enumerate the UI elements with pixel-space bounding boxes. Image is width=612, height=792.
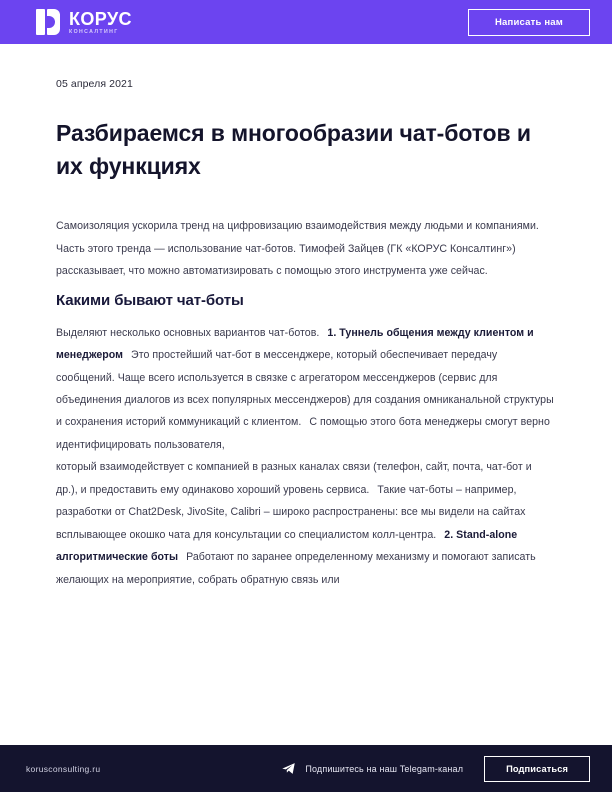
logo-subtitle: КОНСАЛТИНГ	[69, 28, 119, 35]
section-subheading: Какими бывают чат-боты	[56, 291, 244, 309]
page-title: Разбираемся в многообразии чат-ботов и их функциях	[56, 120, 531, 179]
item-1-text-c: который взаимодействует с компанией в разных каналах связи (телефон, сайт, почта, чат-бот и др.), и предоставить ему одинаково хороший уровень сервиса.	[56, 461, 532, 496]
item-2-label: 2. Stand-alone алгоритмические боты	[56, 528, 518, 564]
item-1-text-b: С помощью этого бота менеджеры смогут верно идентифицировать пользователя,	[56, 416, 550, 451]
item-2-text: Работают по заранее определенному механизму и помогают записать желающих на мероприятие, собрать обратную связь или	[56, 551, 536, 586]
article-container	[0, 44, 612, 591]
telegram-icon	[281, 761, 296, 776]
publish-date: 05 апреля 2021	[56, 78, 133, 90]
site-footer	[0, 745, 612, 792]
korus-logo-icon	[36, 9, 60, 35]
brand-logo[interactable]	[36, 9, 132, 35]
site-header	[0, 0, 612, 44]
telegram-label: Подпишитесь на наш Telegam-канал	[305, 763, 464, 774]
item-1-text-d: Такие чат-боты – например, разработки от Chat2Desk, JivoSite, Calibri – широко распространены: все мы видели на сайтах всплывающее окошко чата для консультации со специалистом колл-центра.	[56, 483, 526, 541]
section-paragraph	[56, 322, 556, 591]
footer-website-link[interactable]: korusconsulting.ru	[26, 763, 101, 774]
lead-paragraph: Самоизоляция ускорила тренд на цифровизацию взаимодействия между людьми и компаниями. Часть этого тренда — использование чат-ботов. Тимофей Зайцев (ГК «КОРУС Консалтинг») рассказывает, что можно автоматизировать с помощью этого инструмента уже сейчас.	[56, 220, 539, 278]
logo-bar-left	[36, 9, 45, 35]
contact-us-button[interactable]: Написать нам	[468, 9, 590, 36]
logo-title: КОРУС	[69, 8, 132, 29]
logo-wordmark	[69, 9, 132, 35]
item-1-text-a: Это простейший чат-бот в мессенджере, который обеспечивает передачу сообщений. Чаще всего используется в связке с агрегатором мессенджеров (сервис для объединения диалогов из всех популярных мессенджеров) для создания омниканальной структуры и сохранения историй коммуникаций с клиентом.	[56, 349, 554, 429]
telegram-promo	[281, 761, 463, 776]
subscribe-button[interactable]: Подписаться	[484, 756, 590, 782]
body-intro: Выделяют несколько основных вариантов чат-ботов.	[56, 326, 320, 339]
item-1-label: 1. Туннель общения между клиентом и менеджером	[56, 326, 534, 362]
